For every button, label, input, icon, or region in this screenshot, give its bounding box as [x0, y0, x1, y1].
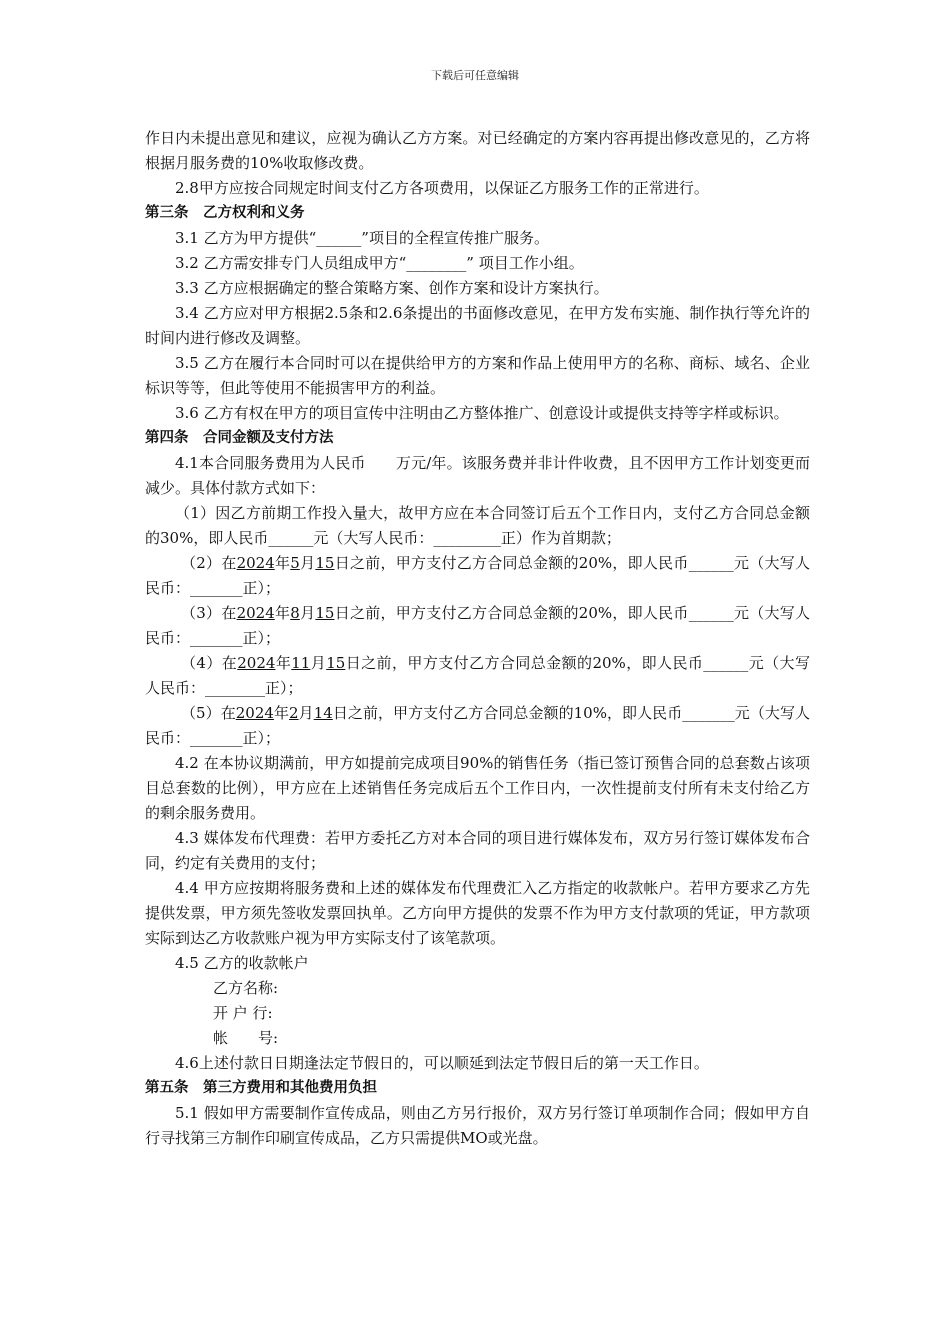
- payment-month: 2: [289, 704, 299, 722]
- payment-day: 15: [315, 554, 335, 572]
- page-header: 下载后可任意编辑: [431, 69, 519, 82]
- payment-item-1: （1）因乙方前期工作投入量大，故甲方应在本合同签订后五个工作日内，支付乙方合同总金额的30%，即人民币______元（大写人民币：_________正）作为首期款；: [145, 504, 810, 547]
- account-bank-field: 开 户 行:: [213, 1004, 273, 1022]
- clause-4-2: 4.2 在本协议期满前，甲方如提前完成项目90%的销售任务（指已签订预售合同的总套数占该项目总套数的比例），甲方应在上述销售任务完成后五个工作日内，一次性提前支付所有未支付给乙方的剩余服务费用。: [145, 754, 810, 822]
- article-4-heading: 第四条 合同金额及支付方法: [145, 430, 334, 446]
- clause-3-2: 3.2 乙方需安排专门人员组成甲方“________” 项目工作小组。: [175, 254, 584, 272]
- clause-3-6: 3.6 乙方有权在甲方的项目宣传中注明由乙方整体推广、创意设计或提供支持等字样或标识。: [175, 404, 789, 422]
- account-number-field: 帐 号:: [213, 1029, 279, 1047]
- clause-4-6: 4.6上述付款日日期逢法定节假日的，可以顺延到法定节假日后的第一天工作日。: [175, 1054, 709, 1072]
- article-3-heading: 第三条 乙方权利和义务: [145, 205, 305, 221]
- clause-4-5: 4.5 乙方的收款帐户: [175, 954, 309, 972]
- clause-3-4: 3.4 乙方应对甲方根据2.5条和2.6条提出的书面修改意见，在甲方发布实施、制作执行等允许的时间内进行修改及调整。: [145, 304, 810, 347]
- clause-2-8: 2.8甲方应按合同规定时间支付乙方各项费用，以保证乙方服务工作的正常进行。: [175, 179, 709, 197]
- payment-year: 2024: [236, 604, 275, 622]
- account-name-field: 乙方名称:: [213, 979, 279, 997]
- article-5-heading: 第五条 第三方费用和其他费用负担: [145, 1080, 377, 1096]
- clause-3-5: 3.5 乙方在履行本合同时可以在提供给甲方的方案和作品上使用甲方的名称、商标、域名、企业标识等等，但此等使用不能损害甲方的利益。: [145, 354, 810, 397]
- payment-year: 2024: [237, 654, 276, 672]
- payment-item-3: （3）在2024年8月15日之前，甲方支付乙方合同总金额的20%，即人民币______元（大写人民币：_______正）；: [145, 604, 810, 647]
- clause-4-3: 4.3 媒体发布代理费：若甲方委托乙方对本合同的项目进行媒体发布，双方另行签订媒体发布合同，约定有关费用的支付；: [145, 829, 810, 872]
- clause-4-4: 4.4 甲方应按期将服务费和上述的媒体发布代理费汇入乙方指定的收款帐户。若甲方要求乙方先提供发票，甲方须先签收发票回执单。乙方向甲方提供的发票不作为甲方支付款项的凭证，甲方款项实际到达乙方收款账户视为甲方实际支付了该笔款项。: [145, 879, 810, 947]
- payment-year: 2024: [236, 554, 275, 572]
- paragraph: 作日内未提出意见和建议，应视为确认乙方方案。对已经确定的方案内容再提出修改意见的，乙方将根据月服务费的10%收取修改费。: [145, 129, 810, 172]
- payment-item-5: （5）在2024年2月14日之前，甲方支付乙方合同总金额的10%，即人民币_______元（大写人民币：_______正）；: [145, 704, 811, 747]
- payment-year: 2024: [235, 704, 274, 722]
- payment-item-4: （4）在2024年11月15日之前，甲方支付乙方合同总金额的20%，即人民币______元（大写人民币：________正）；: [145, 654, 810, 697]
- payment-day: 15: [315, 604, 335, 622]
- clause-3-1: 3.1 乙方为甲方提供“______”项目的全程宣传推广服务。: [175, 229, 549, 247]
- clause-3-3: 3.3 乙方应根据确定的整合策略方案、创作方案和设计方案执行。: [175, 279, 609, 297]
- payment-day: 15: [326, 654, 346, 672]
- clause-4-1: 4.1本合同服务费用为人民币 万元/年。该服务费并非计件收费，且不因甲方工作计划变更而减少。具体付款方式如下：: [145, 454, 810, 497]
- payment-day: 14: [313, 704, 333, 722]
- payment-month: 5: [290, 554, 300, 572]
- clause-5-1: 5.1 假如甲方需要制作宣传成品，则由乙方另行报价，双方另行签订单项制作合同；假如甲方自行寻找第三方制作印刷宣传成品，乙方只需提供MO或光盘。: [145, 1104, 810, 1147]
- payment-item-2: （2）在2024年5月15日之前，甲方支付乙方合同总金额的20%，即人民币______元（大写人民币：_______正）；: [145, 554, 810, 597]
- payment-month: 8: [290, 604, 300, 622]
- document-body: [145, 126, 810, 1151]
- payment-month: 11: [291, 654, 311, 672]
